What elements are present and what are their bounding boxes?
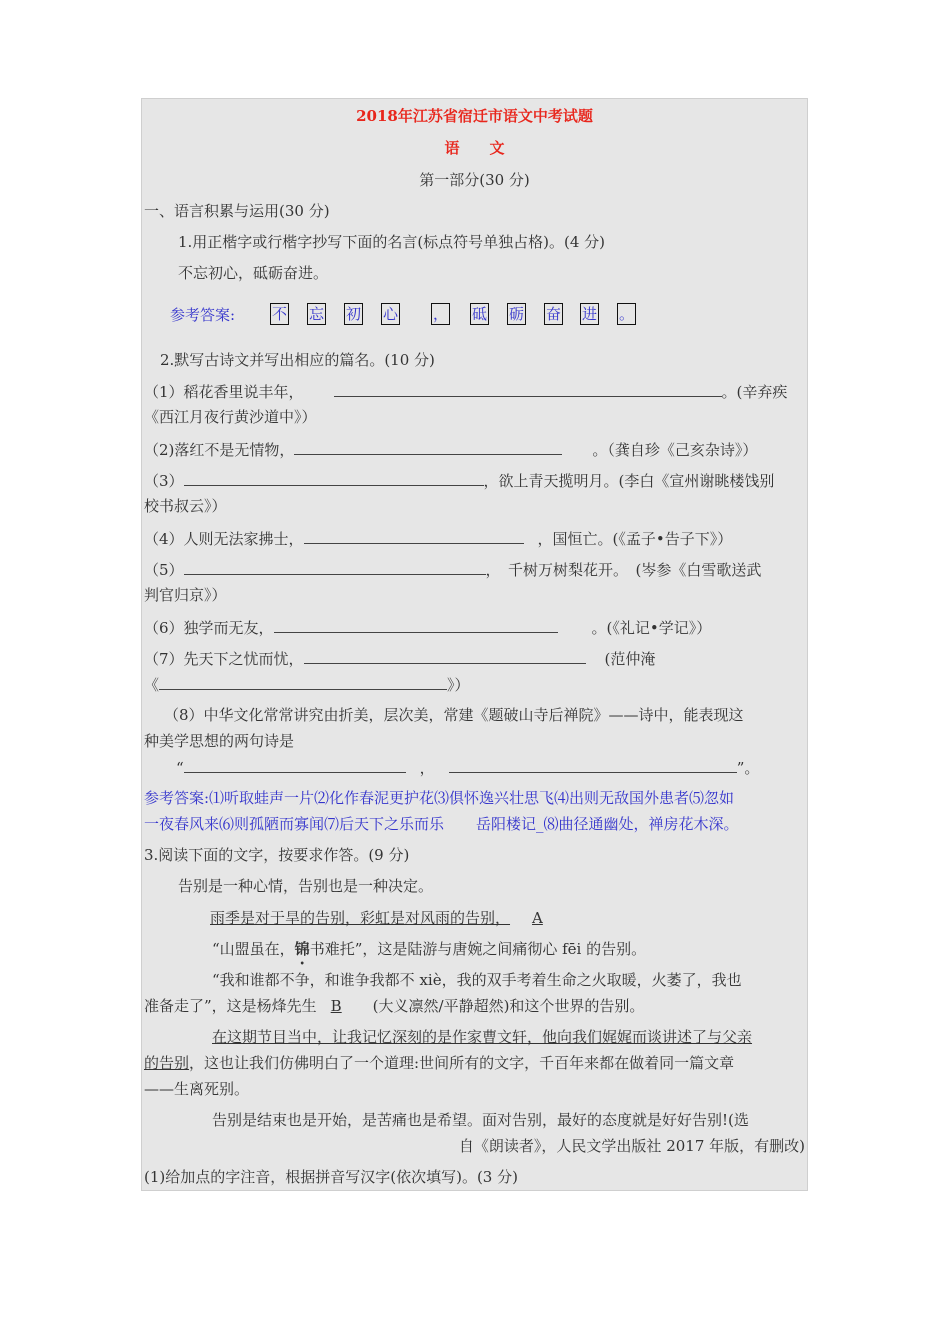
q2-item6: （6）独学而无友， 。(《礼记•学记》） [144, 616, 711, 639]
fill-blank [184, 469, 484, 486]
answer-box: 忘 [308, 305, 324, 323]
q3-para5-cont: 的告别，这也让我们仿佛明白了一个道理:世间所有的文字，千百年来都在做着同一篇文章 [144, 1054, 735, 1072]
q2-item7: （7）先天下之忧而忧， (范仲淹 [144, 647, 655, 670]
q3-para4: “我和谁都不争，和谁争我都不 xiè，我的双手考着生命之火取暖，火萎了，我也 [212, 971, 742, 989]
q2-item3: （3） ，欲上青天揽明月。(李白《宣州谢眺楼饯别 [144, 469, 774, 492]
q2-item1-source: 《西江月夜行黄沙道中》） [144, 408, 317, 426]
answer-box: 初 [345, 305, 361, 323]
section-heading: 一、语言积累与运用(30 分) [144, 202, 330, 220]
answer-box: 。 [618, 305, 634, 323]
q2-item5: （5） ， 千树万树梨花开。 (岑参《白雪歌送武 [144, 558, 761, 581]
q2-item3-source: 校书叔云》） [144, 497, 227, 515]
q2-item8-cont: 种美学思想的两句诗是 [144, 732, 295, 750]
q2-item2: （2)落红不是无情物， 。（龚自珍《己亥杂诗》） [144, 438, 757, 461]
fill-blank [449, 756, 737, 773]
subject-heading: 语 文 [444, 139, 505, 157]
q2-item8: （8）中华文化常常讲究由折美，层次美，常建《题破山寺后禅院》——诗中，能表现这 [164, 706, 744, 724]
q3-para6: 告别是结束也是开始，是苦痛也是希望。面对告别，最好的态度就是好好告别!(选 [212, 1111, 749, 1129]
q2-item8-blanks: “ ， ”。 [176, 756, 759, 779]
q2-item1: （1）稻花香里说丰年， 。(辛弃疾 [144, 380, 787, 403]
answer-box: 心 [382, 305, 398, 323]
q3-para3: “山盟虽在，锦书难托”，这是陆游与唐婉之间痛彻心 fēi 的告别。 [212, 940, 647, 958]
answer-box: 奋 [545, 305, 561, 323]
answer-box: 不 [271, 305, 287, 323]
q2-item7-source: 《 》） [144, 673, 470, 696]
q1-prompt: 1.用正楷字或行楷字抄写下面的名言(标点符号单独占格)。(4 分) [178, 233, 606, 251]
q3-source: 自《朗读者》，人民文学出版社 2017 年版，有删改) [458, 1137, 805, 1155]
q3-para4-cont: 准备走了”，这是杨烽先生 B (大义凛然/平静超然)和这个世界的告别。 [144, 997, 645, 1015]
fill-blank [159, 673, 447, 690]
q2-item4: （4）人则无法家拂士， ，国恒亡。(《孟子•告子下》） [144, 527, 732, 550]
fill-blank [294, 438, 562, 455]
answer-box: 砺 [508, 305, 524, 323]
answer-box: 进 [581, 305, 597, 323]
answer-box: ， [432, 305, 448, 323]
q3-para2: 雨季是对于旱的告别，彩虹是对风雨的告别， A [210, 909, 543, 927]
q3-para1: 告别是一种心情，告别也是一种决定。 [178, 877, 434, 895]
q3-prompt: 3.阅读下面的文字，按要求作答。(9 分) [144, 846, 410, 864]
part-heading: 第一部分(30 分) [419, 171, 530, 189]
exam-page [141, 98, 808, 1191]
fill-blank [184, 756, 406, 773]
fill-blank [304, 527, 524, 544]
fill-blank [274, 616, 558, 633]
q1-answer-label: 参考答案: [170, 306, 236, 324]
exam-title: 2018年江苏省宿迁市语文中考试题 [356, 107, 593, 125]
q2-answer-line2: 一夜春风来⑹则孤陋而寡闻⑺后天下之乐而乐 岳阳楼记_⑻曲径通幽处，禅房花木深。 [144, 815, 739, 833]
q2-prompt: 2.默写古诗文并写出相应的篇名。(10 分) [160, 351, 435, 369]
fill-blank [334, 380, 722, 397]
q2-answer-line1: 参考答案:⑴听取蛙声一片⑵化作春泥更护花⑶俱怀逸兴壮思飞⑷出则无敌国外患者⑸忽如 [144, 789, 735, 807]
fill-blank [304, 647, 586, 664]
answer-box: 砥 [471, 305, 487, 323]
q2-item5-source: 判官归京》） [144, 586, 227, 604]
q3-para5-end: ——生离死别。 [144, 1080, 250, 1098]
fill-blank [184, 558, 486, 575]
q3-para5: 在这期节目当中，让我记忆深刻的是作家曹文轩，他向我们娓娓而谈讲述了与父亲 [212, 1028, 753, 1046]
q1-quote: 不忘初心，砥砺奋进。 [178, 264, 329, 282]
q3-sub1: (1)给加点的字注音，根据拼音写汉字(依次填写)。(3 分) [144, 1168, 518, 1186]
